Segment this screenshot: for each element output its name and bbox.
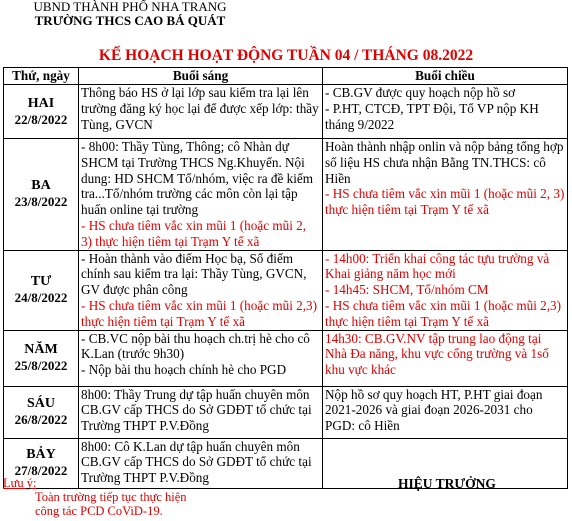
morning-item: Thông báo HS ở lại lớp sau kiểm tra lại lên trường đăng ký học lại để được xếp lớp: thầy Tùng, GVCN <box>81 85 319 132</box>
day-name: NĂM <box>24 342 58 358</box>
note-line2: công tác PCD CoViD-19. <box>35 504 163 518</box>
afternoon-cell <box>323 250 568 330</box>
afternoon-cell <box>323 85 568 139</box>
col-header-afternoon: Buổi chiều <box>323 68 568 85</box>
afternoon-item: - CB.GV được quy hoạch nộp hồ sơ <box>325 85 516 100</box>
day-date: 27/8/2022 <box>14 463 68 479</box>
table-header-row <box>4 68 568 85</box>
day-name: TƯ <box>30 274 52 290</box>
table-row <box>4 330 568 386</box>
morning-item: - HS chưa tiêm vắc xin mũi 1 (hoặc mũi 2,3) thực hiện tiêm tại Trạm Y tế xã <box>81 297 318 329</box>
col-header-morning: Buổi sáng <box>79 68 323 85</box>
afternoon-item: - 14h00: Triển khai công tác tựu trường và Khai giảng năm học mới <box>325 250 550 282</box>
note-label: Lưu ý: <box>3 476 37 490</box>
afternoon-item: - HS chưa tiêm vắc xin mũi 1 (hoặc mũi 2, 3) thực hiện tiêm tại Trạm Y tế xã <box>325 186 565 218</box>
table-row <box>4 85 568 139</box>
org-header <box>0 0 260 28</box>
day-cell <box>4 386 79 438</box>
signature-title: HIỆU TRƯỞNG <box>398 476 496 491</box>
morning-item: 8h00: Thầy Trung dự tập huấn chuyên môn CB.GV cấp THCS do Sở GDĐT tổ chức tại Trường THPT P.V.Đồng <box>81 386 312 434</box>
afternoon-item: 14h30: CB.GV.NV tập trung lao động tại Nhà Đa năng, khu vực cổng trường và 1số khu vực khác <box>325 330 549 378</box>
morning-item: - CB.VC nộp bài thu hoạch ch.trị hè cho cô K.Lan (trước 9h30) <box>81 330 310 362</box>
morning-cell <box>79 85 323 139</box>
morning-item: - Hoàn thành vào điểm Học bạ, Sổ điểm chính sau kiểm tra lại: Thầy Tùng, GVCN, GV được phân công <box>81 250 307 298</box>
morning-item: - HS chưa tiêm vắc xin mũi 1 (hoặc mũi 2, 3) thực hiện tiêm tại Trạm Y tế xã <box>81 217 307 249</box>
note-line1: Toàn trường tiếp tục thực hiện <box>35 490 187 504</box>
org-line1: UBND THÀNH PHỐ NHA TRANG <box>33 0 227 14</box>
morning-cell <box>79 386 323 438</box>
table-row <box>4 250 568 330</box>
day-cell <box>4 250 79 330</box>
table-row <box>4 139 568 251</box>
morning-item: - 8h00: Thầy Tùng, Thông; cô Nhàn dự SHCM tại Trường THCS Ng.Khuyến. Nội dung: HD SHCM Tổ/nhóm, việc ra đề kiểm tra...Tổ/nhóm trường các môn còn lại tập huấn online tại trường <box>81 139 313 218</box>
day-date: 26/8/2022 <box>14 412 68 428</box>
afternoon-item: Hoàn thành nhập onlin và nộp bảng tổng hợp số liệu HS chưa nhận Bằng TN.THCS: cô Hiền <box>325 139 564 186</box>
org-line2: TRƯỜNG THCS CAO BÁ QUÁT <box>34 13 226 28</box>
afternoon-cell <box>323 386 568 438</box>
day-name: HAI <box>27 95 55 111</box>
morning-item: - Nộp bài thu hoạch chính hè cho PGD <box>81 362 287 378</box>
day-cell <box>4 330 79 386</box>
day-name: BẢY <box>26 447 56 463</box>
day-name: SÁU <box>26 396 55 412</box>
morning-cell <box>79 139 323 251</box>
day-cell <box>4 85 79 139</box>
table-row <box>4 386 568 438</box>
morning-cell <box>79 330 323 386</box>
afternoon-item: - P.HT, CTCĐ, TPT Đội, Tổ VP nộp KH tháng 9/2022 <box>325 100 539 132</box>
afternoon-cell <box>323 139 568 251</box>
afternoon-cell <box>323 330 568 386</box>
day-date: 25/8/2022 <box>14 358 68 374</box>
day-date: 23/8/2022 <box>14 194 68 210</box>
morning-cell <box>79 250 323 330</box>
afternoon-item: - 14h45: SHCM, Tổ/nhóm CM <box>325 282 489 298</box>
col-header-day: Thứ, ngày <box>4 68 79 85</box>
footer-note <box>3 476 187 518</box>
afternoon-item: - HS chưa tiêm vắc xin mũi 1 (hoặc mũi 2,3) thực hiện tiêm tại Trạm Y tế xã <box>325 297 562 329</box>
day-cell <box>4 139 79 251</box>
afternoon-item: Nộp hồ sơ quy hoạch HT, P.HT giai đoạn 2021-2026 và giai đoạn 2026-2031 cho PGD: cô Hiền <box>325 386 543 434</box>
schedule-table <box>3 67 568 489</box>
day-name: BA <box>31 178 51 194</box>
day-date: 24/8/2022 <box>14 290 68 306</box>
morning-item: 8h00: Cô K.Lan dự tập huấn chuyên môn CB.GV cấp THCS do Sở GDĐT tổ chức tại Trường THPT P.V.Đồng <box>81 438 312 486</box>
page-title: KẾ HOẠCH HOẠT ĐỘNG TUẦN 04 / THÁNG 08.2022 <box>98 47 474 64</box>
day-date: 22/8/2022 <box>14 111 68 127</box>
